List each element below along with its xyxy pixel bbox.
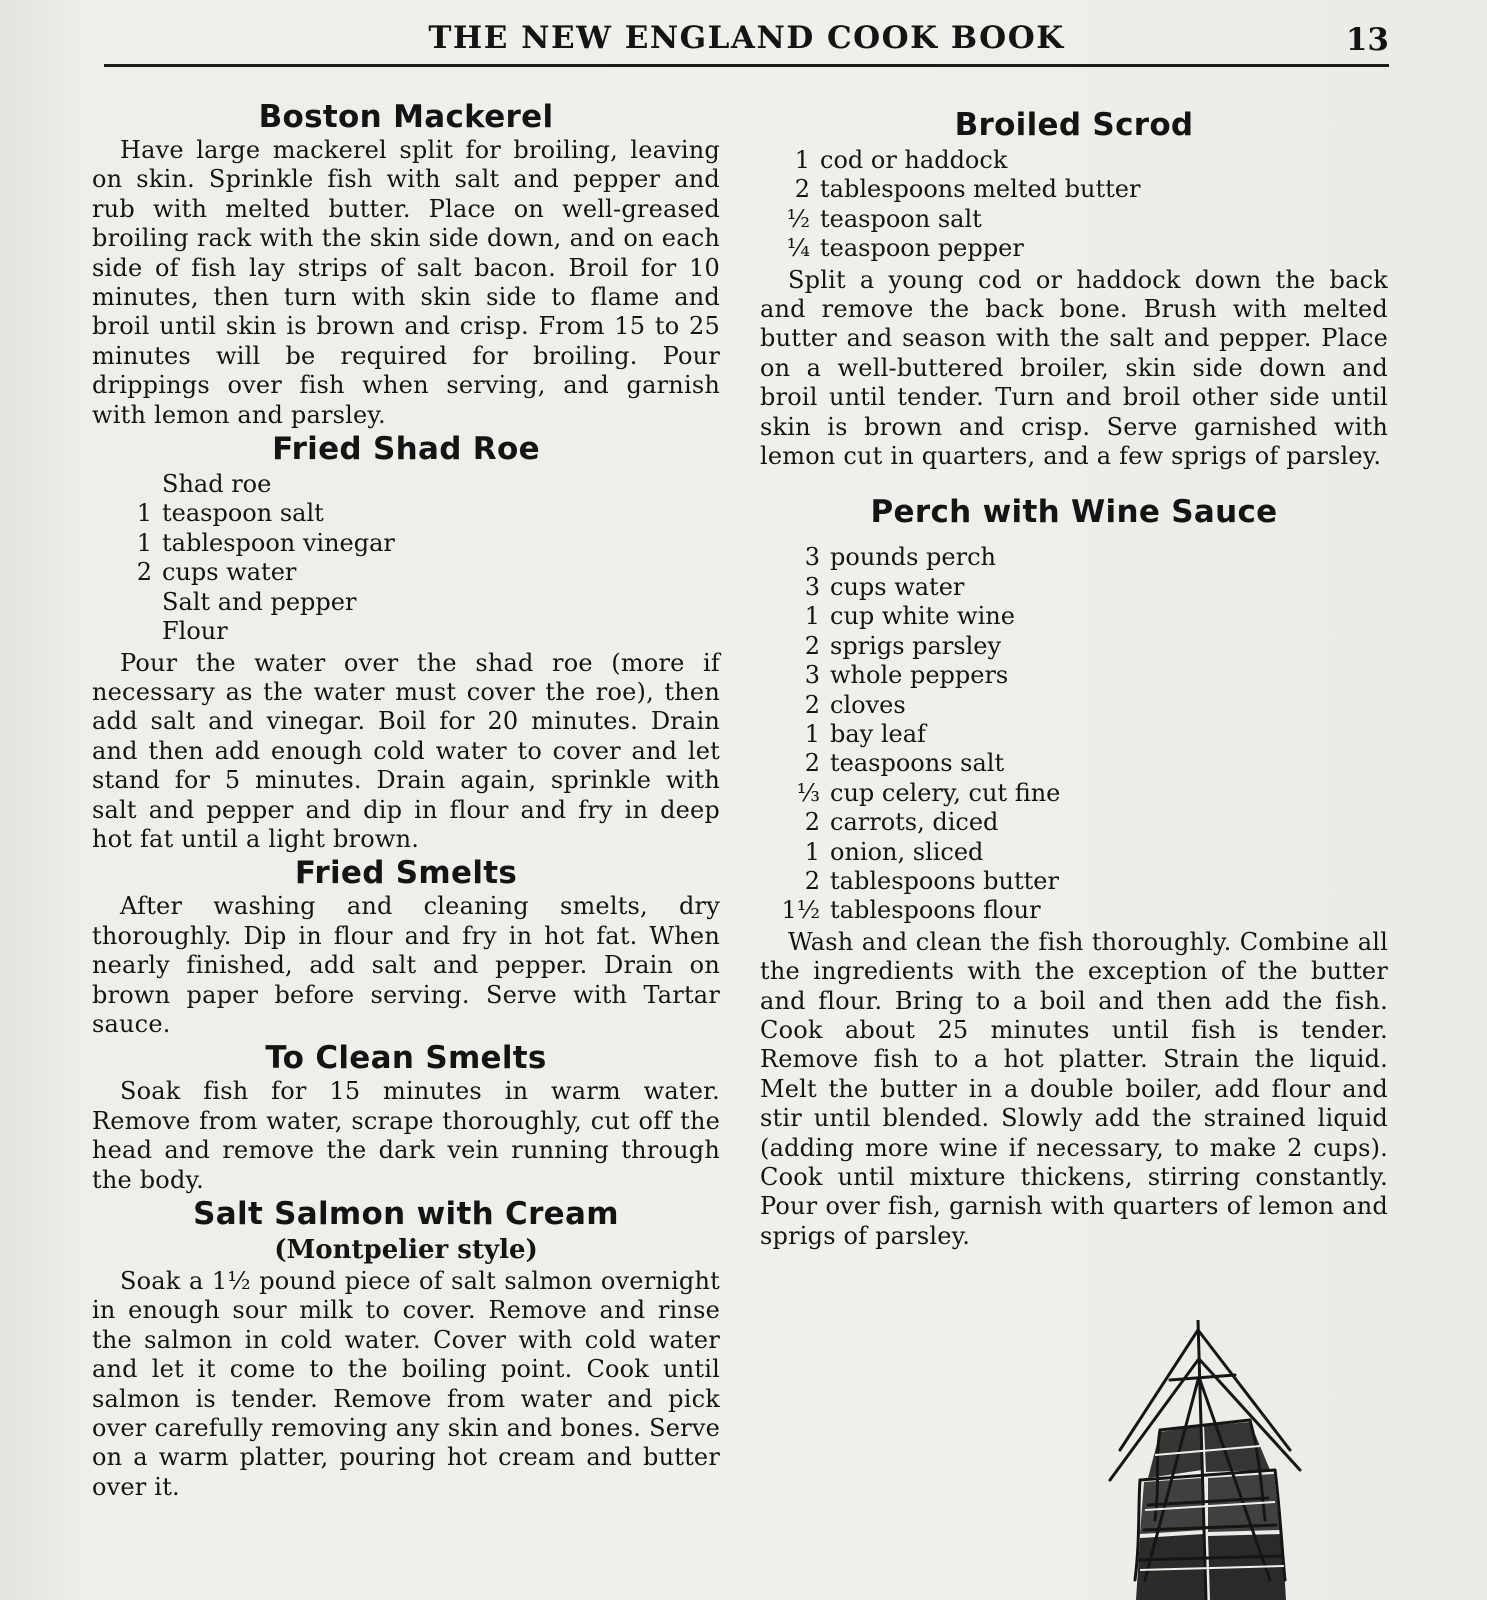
ingredient-item — [760, 234, 1388, 263]
recipe-fried-shad-roe — [92, 430, 720, 854]
ingredient-qty: 2 — [804, 690, 820, 719]
ingredient-name: cup celery, cut fine — [830, 778, 1061, 807]
ingredient-item — [760, 779, 1388, 808]
recipe-directions: Pour the water over the shad roe (more if necessary as the water must cover the roe), then add salt and vinegar. Boil for 20 minutes. Drain and then add enough cold water to cover and let stand for 5 minutes. Drain again, sprinkle with salt and pepper and dip in flour and fry in deep hot fat until a light brown. — [92, 648, 720, 853]
ingredient-item — [92, 588, 720, 617]
ingredient-list — [760, 146, 1388, 264]
recipe-directions: Have large mackerel split for broiling, leaving on skin. Sprinkle fish with salt and pepper and rub with melted butter. Place on well-greased broiling rack with the skin side down, and on each side of fish lay strips of salt bacon. Broil for 10 minutes, then turn with skin side to flame and broil until skin is brown and crisp. From 15 to 25 minutes will be required for broiling. Pour drippings over fish when serving, and garnish with lemon and parsley. — [92, 136, 720, 429]
recipe-to-clean-smelts — [92, 1039, 720, 1195]
ingredient-item — [760, 175, 1388, 204]
ingredient-qty: 2 — [804, 808, 820, 837]
recipe-directions: Wash and clean the fish thoroughly. Combine all the ingredients with the exception of the butter and flour. Bring to a boil and then add the fish. Cook about 25 minutes until fish is tender. Remove fish to a hot platter. Strain the liquid. Melt the butter in a double boiler, add flour and stir until blended. Slowly add the strained liquid (adding more wine if necessary, to make 2 cups). Cook until mixture thickens, stirring constantly. Pour over fish, garnish with quarters of lemon and sprigs of parsley. — [760, 927, 1388, 1250]
ingredient-item — [92, 617, 720, 646]
recipe-fried-smelts — [92, 854, 720, 1039]
recipe-title: Boston Mackerel — [258, 99, 554, 135]
book-title: THE NEW ENGLAND COOK BOOK — [428, 20, 1065, 56]
ingredient-name: Flour — [162, 617, 228, 646]
ingredient-item — [760, 146, 1388, 175]
recipe-directions: Soak fish for 15 minutes in warm water. Remove from water, scrape thoroughly, cut off the head and remove the dark vein running through the body. — [92, 1077, 720, 1194]
ingredient-qty: 2 — [804, 749, 820, 778]
ingredient-qty: 2 — [794, 175, 810, 204]
recipe-title: Broiled Scrod — [954, 107, 1194, 143]
ingredient-item — [760, 691, 1388, 720]
ingredient-name: teaspoon salt — [820, 204, 982, 233]
running-header — [104, 18, 1389, 67]
ingredient-item — [760, 543, 1388, 572]
ingredient-qty: 2 — [136, 558, 152, 587]
ingredient-name: tablespoons melted butter — [820, 175, 1141, 204]
ingredient-qty: 1 — [136, 528, 152, 557]
recipe-title: Fried Shad Roe — [272, 431, 540, 468]
ingredient-item — [760, 808, 1388, 837]
ingredient-name: onion, sliced — [830, 837, 984, 866]
ingredient-list — [760, 543, 1388, 925]
ingredient-item — [92, 558, 720, 587]
ingredient-item — [760, 632, 1388, 661]
ingredient-qty: ½ — [786, 204, 810, 233]
ingredient-qty: 2 — [804, 631, 820, 660]
ingredient-name: cups water — [830, 572, 965, 601]
ingredient-qty: ⅓ — [796, 778, 820, 807]
ingredient-item — [760, 867, 1388, 896]
ingredient-name: sprigs parsley — [830, 631, 1002, 660]
right-column — [760, 106, 1388, 1251]
ingredient-name: Salt and pepper — [162, 587, 357, 616]
ingredient-name: cod or haddock — [820, 146, 1008, 174]
ingredient-item — [760, 661, 1388, 690]
ingredient-item — [760, 720, 1388, 749]
ingredient-item — [760, 838, 1388, 867]
ingredient-qty — [92, 588, 162, 617]
ingredient-item — [760, 602, 1388, 631]
ingredient-name: tablespoon vinegar — [162, 528, 395, 557]
ingredient-qty: 1 — [794, 146, 810, 174]
ingredient-qty: 3 — [804, 661, 820, 690]
recipe-title: Fried Smelts — [294, 855, 518, 892]
ingredient-name: tablespoons butter — [830, 866, 1059, 895]
ingredient-qty: 1½ — [781, 896, 820, 925]
ingredient-list — [92, 470, 720, 646]
ingredient-name: carrots, diced — [830, 808, 999, 837]
ingredient-name: teaspoon pepper — [820, 234, 1024, 263]
ingredient-item — [760, 205, 1388, 234]
ingredient-name: teaspoons salt — [830, 749, 1005, 778]
ingredient-item — [760, 573, 1388, 602]
recipe-perch-wine-sauce — [760, 493, 1388, 1251]
ingredient-qty: ¼ — [786, 234, 810, 263]
sailing-ship-icon — [1100, 1320, 1310, 1600]
ingredient-item — [92, 470, 720, 499]
ingredient-qty: 3 — [804, 572, 820, 601]
ingredient-name: bay leaf — [830, 719, 926, 748]
ingredient-name: pounds perch — [830, 543, 996, 572]
ingredient-item — [92, 499, 720, 528]
ingredient-qty — [92, 617, 162, 646]
ingredient-qty: 1 — [804, 602, 820, 631]
ingredient-name: cloves — [830, 690, 906, 719]
recipe-broiled-scrod — [760, 106, 1388, 471]
left-column — [92, 98, 720, 1502]
recipe-directions: Split a young cod or haddock down the back and remove the back bone. Brush with melted butter and season with the salt and pepper. Place on a well-buttered broiler, skin side down and broil until tender. Turn and broil other side until skin is brown and crisp. Serve garnished with lemon cut in quarters, and a few sprigs of parsley. — [760, 265, 1388, 471]
recipe-directions: After washing and cleaning smelts, dry thoroughly. Dip in flour and fry in hot fat. When nearly finished, add salt and pepper. Drain on brown paper before serving. Serve with Tartar sauce. — [92, 892, 720, 1038]
ingredient-item — [92, 529, 720, 558]
ingredient-qty — [92, 470, 162, 499]
ingredient-name: whole peppers — [830, 661, 1009, 690]
recipe-title: Perch with Wine Sauce — [870, 494, 1278, 531]
ingredient-qty: 2 — [804, 866, 820, 895]
recipe-directions: Soak a 1½ pound piece of salt salmon overnight in enough sour milk to cover. Remove and rinse the salmon in cold water. Cover with cold water and let it come to the boiling point. Cook until salmon is tender. Remove from water and pick over carefully removing any skin and bones. Serve on a warm platter, pouring hot cream and butter over it. — [92, 1267, 720, 1501]
recipe-salt-salmon — [92, 1195, 720, 1502]
ingredient-qty: 3 — [804, 543, 820, 572]
ingredient-item — [760, 749, 1388, 778]
ingredient-name: teaspoon salt — [162, 499, 324, 528]
recipe-boston-mackerel — [92, 98, 720, 430]
ingredient-name: Shad roe — [162, 470, 272, 499]
ingredient-qty: 1 — [804, 837, 820, 866]
ingredient-qty: 1 — [804, 719, 820, 748]
ingredient-item — [760, 896, 1388, 925]
ingredient-name: cups water — [162, 558, 297, 587]
ingredient-name: tablespoons flour — [830, 896, 1041, 925]
ingredient-name: cup white wine — [830, 602, 1015, 631]
recipe-subtitle: (Montpelier style) — [274, 1235, 538, 1265]
recipe-title: To Clean Smelts — [265, 1040, 547, 1077]
recipe-title: Salt Salmon with Cream — [193, 1196, 619, 1232]
page-number: 13 — [1345, 22, 1389, 58]
ingredient-qty: 1 — [136, 499, 152, 528]
